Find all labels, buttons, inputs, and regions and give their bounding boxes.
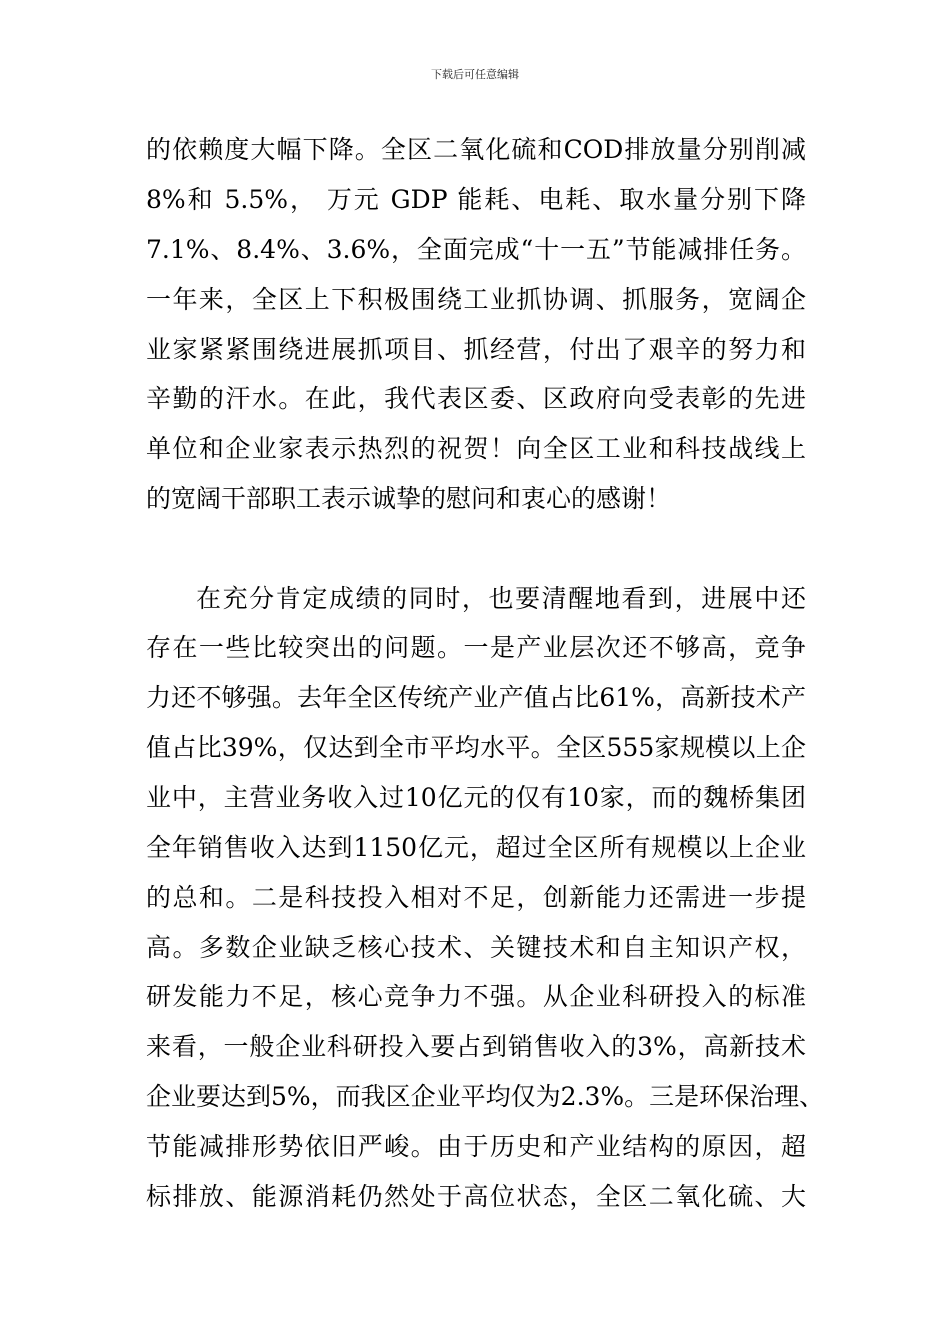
- text-line: 标排放、能源消耗仍然处于高位状态，全区二氧化硫、大: [146, 1182, 806, 1211]
- text-line: 一年来，全区上下积极围绕工业抓协调、抓服务，宽阔企: [146, 285, 806, 314]
- text-line: 的宽阔干部职工表示诚挚的慰问和衷心的感谢！: [146, 484, 672, 513]
- text-line: 业中，主营业务收入过10亿元的仅有10家，而的魏桥集团: [146, 783, 806, 812]
- text-line: 单位和企业家表示热烈的祝贺！向全区工业和科技战线上: [146, 434, 806, 463]
- text-line: 7.1%、8.4%、3.6%，全面完成“十一五”节能减排任务。: [146, 235, 806, 264]
- text-line: 存在一些比较突出的问题。一是产业层次还不够高，竞争: [146, 633, 806, 662]
- text-line: 值占比39%，仅达到全市平均水平。全区555家规模以上企: [146, 733, 806, 762]
- text-line: 节能减排形势依旧严峻。由于历史和产业结构的原因，超: [146, 1132, 806, 1161]
- text-line: 高。多数企业缺乏核心技术、关键技术和自主知识产权，: [146, 933, 806, 962]
- text-line: 8%和 5.5%， 万元 GDP 能耗、电耗、取水量分别下降: [146, 185, 806, 214]
- text-line: 在充分肯定成绩的同时，也要清醒地看到，进展中还: [196, 584, 806, 613]
- text-line: 企业要达到5%，而我区企业平均仅为2.3%。三是环保治理、: [146, 1082, 825, 1111]
- text-line: 的依赖度大幅下降。全区二氧化硫和COD排放量分别削减: [146, 135, 806, 164]
- text-line: 力还不够强。去年全区传统产业产值占比61%，高新技术产: [146, 683, 806, 712]
- text-line: 业家紧紧围绕进展抓项目、抓经营，付出了艰辛的努力和: [146, 335, 806, 364]
- text-line: 全年销售收入达到1150亿元，超过全区所有规模以上企业: [146, 833, 806, 862]
- text-line: 的总和。二是科技投入相对不足，创新能力还需进一步提: [146, 883, 806, 912]
- page-header: 下载后可任意编辑: [431, 68, 519, 81]
- text-line: 来看，一般企业科研投入要占到销售收入的3%，高新技术: [146, 1032, 806, 1061]
- text-line: 辛勤的汗水。在此，我代表区委、区政府向受表彰的先进: [146, 384, 806, 413]
- text-line: 研发能力不足，核心竞争力不强。从企业科研投入的标准: [146, 982, 806, 1011]
